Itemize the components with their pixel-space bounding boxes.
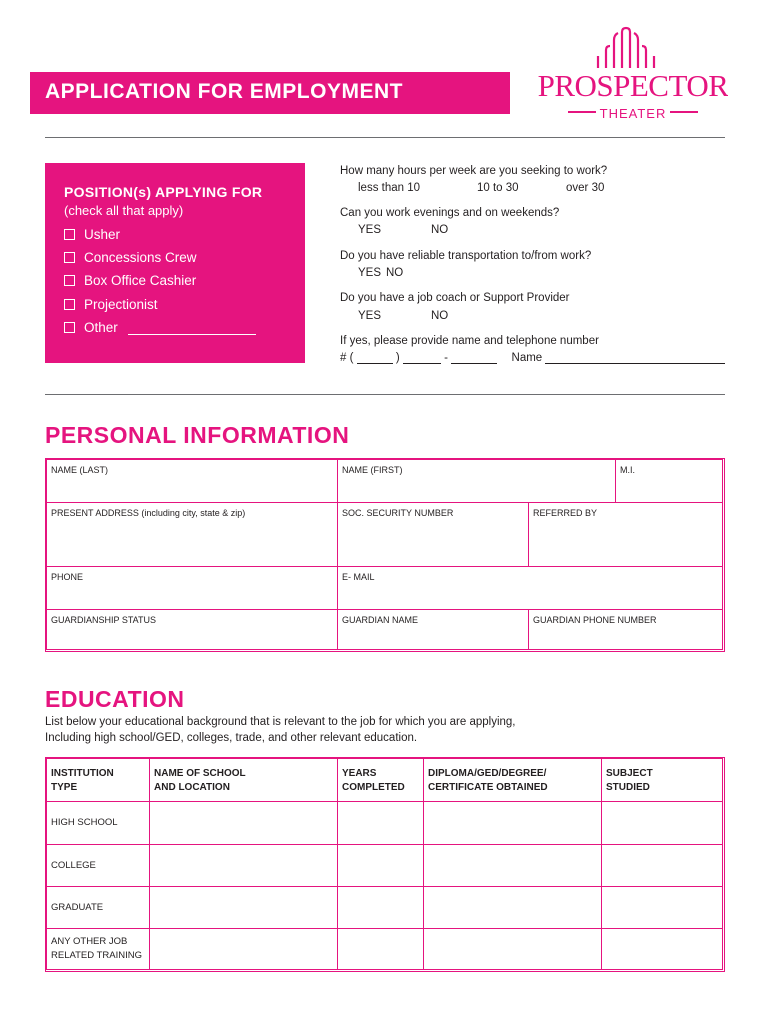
transport-yes[interactable]: YES: [358, 267, 382, 279]
position-label: Usher: [84, 227, 121, 242]
coach-question: Do you have a job coach or Support Provider: [340, 292, 570, 304]
coach-yes[interactable]: YES: [358, 310, 382, 322]
position-concessions[interactable]: [64, 250, 197, 265]
positions-subheading: (check all that apply): [64, 203, 184, 218]
transport-question: Do you have reliable transportation to/from work?: [340, 250, 592, 262]
table-cell[interactable]: [423, 886, 602, 929]
table-cell[interactable]: [601, 886, 723, 929]
email-field[interactable]: E- MAIL: [337, 566, 723, 610]
table-cell[interactable]: [149, 886, 338, 929]
column-header-diploma: DIPLOMA/GED/DEGREE/ CERTIFICATE OBTAINED: [423, 758, 602, 802]
table-cell[interactable]: [601, 844, 723, 887]
position-label: Box Office Cashier: [84, 273, 197, 288]
guardian-name-field[interactable]: GUARDIAN NAME: [337, 609, 529, 650]
education-description-line2: Including high school/GED, colleges, trade, and other relevant education.: [45, 732, 418, 744]
checkbox[interactable]: [64, 229, 75, 240]
row-label-graduate: GRADUATE: [46, 886, 150, 929]
prospector-theater-logo: [538, 24, 728, 124]
phone-dash: -: [444, 352, 448, 364]
middle-initial-field[interactable]: M.I.: [615, 459, 723, 503]
evenings-question: Can you work evenings and on weekends?: [340, 207, 560, 219]
contact-name-field[interactable]: [545, 352, 725, 364]
column-header-subject: SUBJECT STUDIED: [601, 758, 723, 802]
table-cell[interactable]: [423, 844, 602, 887]
contact-name-label: Name: [511, 352, 543, 364]
table-cell[interactable]: [601, 801, 723, 845]
hours-option-10-30[interactable]: 10 to 30: [477, 182, 519, 194]
column-header-institution: INSTITUTION TYPE: [46, 758, 150, 802]
table-cell[interactable]: [423, 801, 602, 845]
table-cell[interactable]: [337, 886, 424, 929]
guardian-phone-field[interactable]: GUARDIAN PHONE NUMBER: [528, 609, 723, 650]
row-label-college: COLLEGE: [46, 844, 150, 887]
position-label: Projectionist: [84, 297, 158, 312]
checkbox[interactable]: [64, 252, 75, 263]
contact-phone-row: [340, 352, 725, 364]
position-other[interactable]: [64, 320, 256, 335]
column-header-school: NAME OF SCHOOL AND LOCATION: [149, 758, 338, 802]
table-cell[interactable]: [337, 801, 424, 845]
evenings-no[interactable]: NO: [431, 224, 449, 236]
area-code-field[interactable]: [357, 352, 393, 364]
paren-close: ): [395, 352, 400, 364]
logo-subtitle: THEATER: [599, 106, 667, 121]
education-table: [45, 757, 725, 972]
referred-by-field[interactable]: REFERRED BY: [528, 502, 723, 567]
phone-line-field[interactable]: [451, 352, 497, 364]
page-title: APPLICATION FOR EMPLOYMENT: [45, 80, 403, 103]
column-header-years: YEARS COMPLETED: [337, 758, 424, 802]
name-first-field[interactable]: NAME (FIRST): [337, 459, 616, 503]
personal-info-heading: PERSONAL INFORMATION: [45, 422, 350, 448]
table-cell[interactable]: [337, 844, 424, 887]
position-usher[interactable]: [64, 227, 120, 242]
phone-field[interactable]: PHONE: [46, 566, 338, 610]
row-label-other-training: ANY OTHER JOB RELATED TRAINING: [46, 928, 150, 970]
divider: [45, 137, 725, 138]
transport-no[interactable]: NO: [386, 267, 404, 279]
positions-heading: POSITION(s) APPLYING FOR: [64, 184, 263, 200]
phone-prefix: # (: [340, 352, 354, 364]
table-cell[interactable]: [149, 844, 338, 887]
checkbox[interactable]: [64, 322, 75, 333]
ssn-field[interactable]: SOC. SECURITY NUMBER: [337, 502, 529, 567]
divider: [45, 394, 725, 395]
table-cell[interactable]: [149, 801, 338, 845]
hours-option-less-10[interactable]: less than 10: [358, 182, 421, 194]
checkbox[interactable]: [64, 275, 75, 286]
checkbox[interactable]: [64, 299, 75, 310]
logo-wordmark: PROSPECTOR: [538, 68, 728, 103]
education-heading: EDUCATION: [45, 686, 185, 712]
coach-no[interactable]: NO: [431, 310, 449, 322]
row-label-high-school: HIGH SCHOOL: [46, 801, 150, 845]
position-label: Other: [84, 320, 118, 335]
personal-info-grid: [45, 458, 725, 652]
table-cell[interactable]: [601, 928, 723, 970]
position-box-office[interactable]: [64, 273, 196, 288]
table-cell[interactable]: [423, 928, 602, 970]
table-cell[interactable]: [337, 928, 424, 970]
position-projectionist[interactable]: [64, 297, 158, 312]
position-label: Concessions Crew: [84, 250, 197, 265]
guardianship-status-field[interactable]: GUARDIANSHIP STATUS: [46, 609, 338, 650]
hours-question: How many hours per week are you seeking to work?: [340, 165, 608, 177]
table-cell[interactable]: [149, 928, 338, 970]
contact-question: If yes, please provide name and telephone number: [340, 335, 599, 347]
hours-option-over-30[interactable]: over 30: [566, 182, 605, 194]
other-position-field[interactable]: [128, 320, 256, 335]
evenings-yes[interactable]: YES: [358, 224, 382, 236]
name-last-field[interactable]: NAME (LAST): [46, 459, 338, 503]
phone-prefix-field[interactable]: [403, 352, 441, 364]
address-field[interactable]: PRESENT ADDRESS (including city, state & zip): [46, 502, 338, 567]
education-description-line1: List below your educational background that is relevant to the job for which you are applying,: [45, 716, 516, 728]
